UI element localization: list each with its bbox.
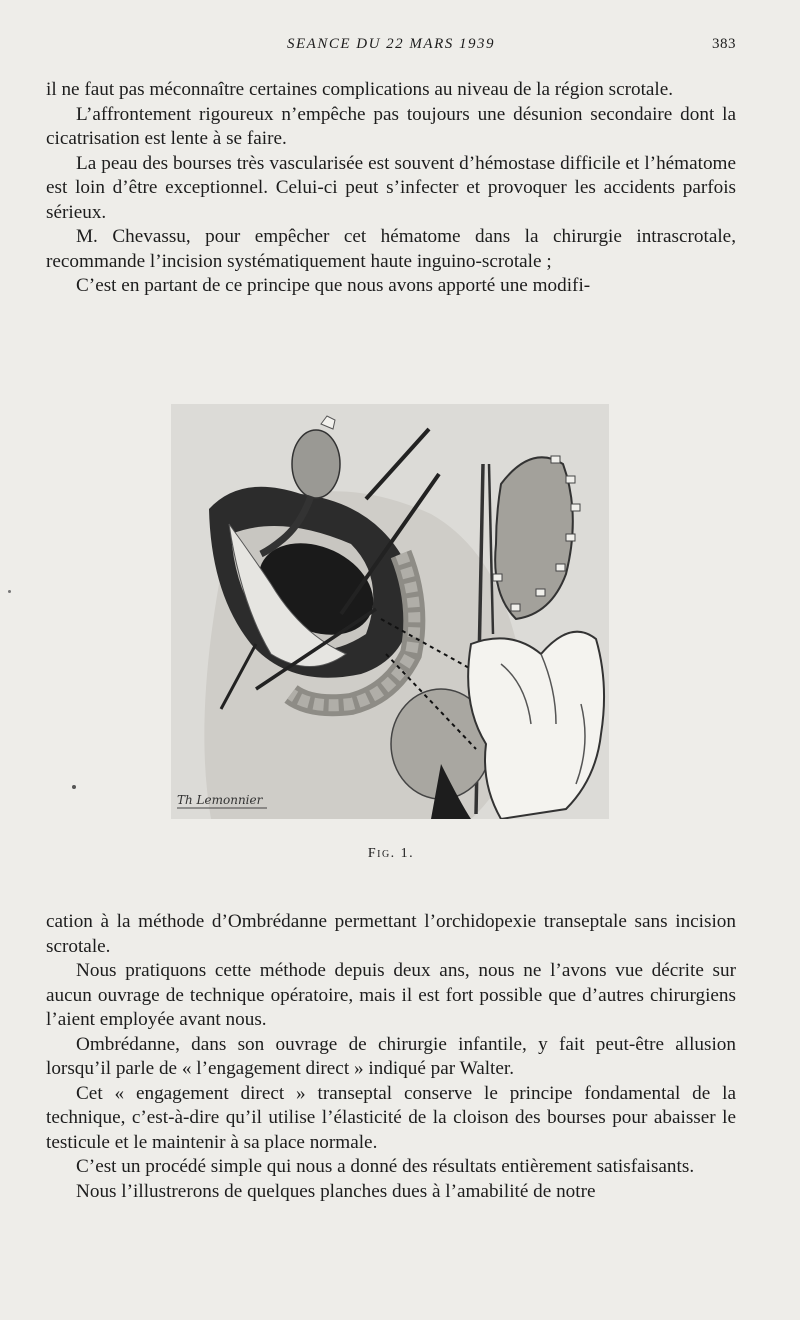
paragraph: Nous pratiquons cette méthode depuis deux ans, nous ne l’avons vue décrite sur aucun ouvrage de technique opératoire, mais il est fort possible que d’autres chirurgiens l’aient employée avant nous. bbox=[46, 960, 736, 1030]
text-block-bottom bbox=[46, 910, 736, 1204]
text-block-top bbox=[46, 78, 736, 299]
paragraph: C’est un procédé simple qui nous a donné des résultats entièrement satisfaisants. bbox=[76, 1156, 695, 1177]
print-speck bbox=[72, 785, 76, 789]
running-title: SEANCE DU 22 MARS 1939 bbox=[287, 36, 495, 52]
page-number: 383 bbox=[712, 36, 736, 52]
page-header bbox=[46, 36, 736, 58]
figure-caption: Fig. 1. bbox=[367, 846, 415, 861]
illustration-drawing bbox=[171, 404, 609, 819]
paragraph: Cet « engagement direct » transeptal conserve le principe fondamental de la technique, c’est-à-dire qu’il utilise l’élasticité de la cloison des bourses pour abaisser le testicule et le maintenir à sa place normale. bbox=[46, 1082, 736, 1153]
surgical-illustration bbox=[171, 404, 609, 819]
paragraph: Nous l’illustrerons de quelques planches dues à l’amabilité de notre bbox=[76, 1180, 596, 1202]
artist-signature: Th Lemonnier bbox=[177, 793, 263, 807]
paragraph: M. Chevassu, pour empêcher cet hématome dans la chirurgie intrascrotale, recommande l’incision systématiquement haute inguino-scrotale ; bbox=[46, 226, 736, 272]
paragraph: L’affrontement rigoureux n’empêche pas toujours une désunion secondaire dont la cicatrisation est lente à se faire. bbox=[46, 103, 736, 149]
paragraph: cation à la méthode d’Ombrédanne permettant l’orchidopexie transeptale sans incision scrotale. bbox=[46, 911, 736, 957]
print-speck bbox=[8, 590, 11, 593]
paragraph: il ne faut pas méconnaître certaines complications au niveau de la région scrotale. bbox=[46, 79, 674, 100]
paragraph: La peau des bourses très vascularisée est souvent d’hémostase difficile et l’hématome est loin d’être exceptionnel. Celui-ci peut s’infecter et provoquer les accidents parfois sérieux. bbox=[46, 152, 736, 223]
paragraph: C’est en partant de ce principe que nous avons apporté une modifi- bbox=[76, 275, 591, 296]
paragraph: Ombrédanne, dans son ouvrage de chirurgie infantile, y fait peut-être allusion lorsqu’il parle de « l’engagement direct » indiqué par Walter. bbox=[46, 1033, 736, 1079]
